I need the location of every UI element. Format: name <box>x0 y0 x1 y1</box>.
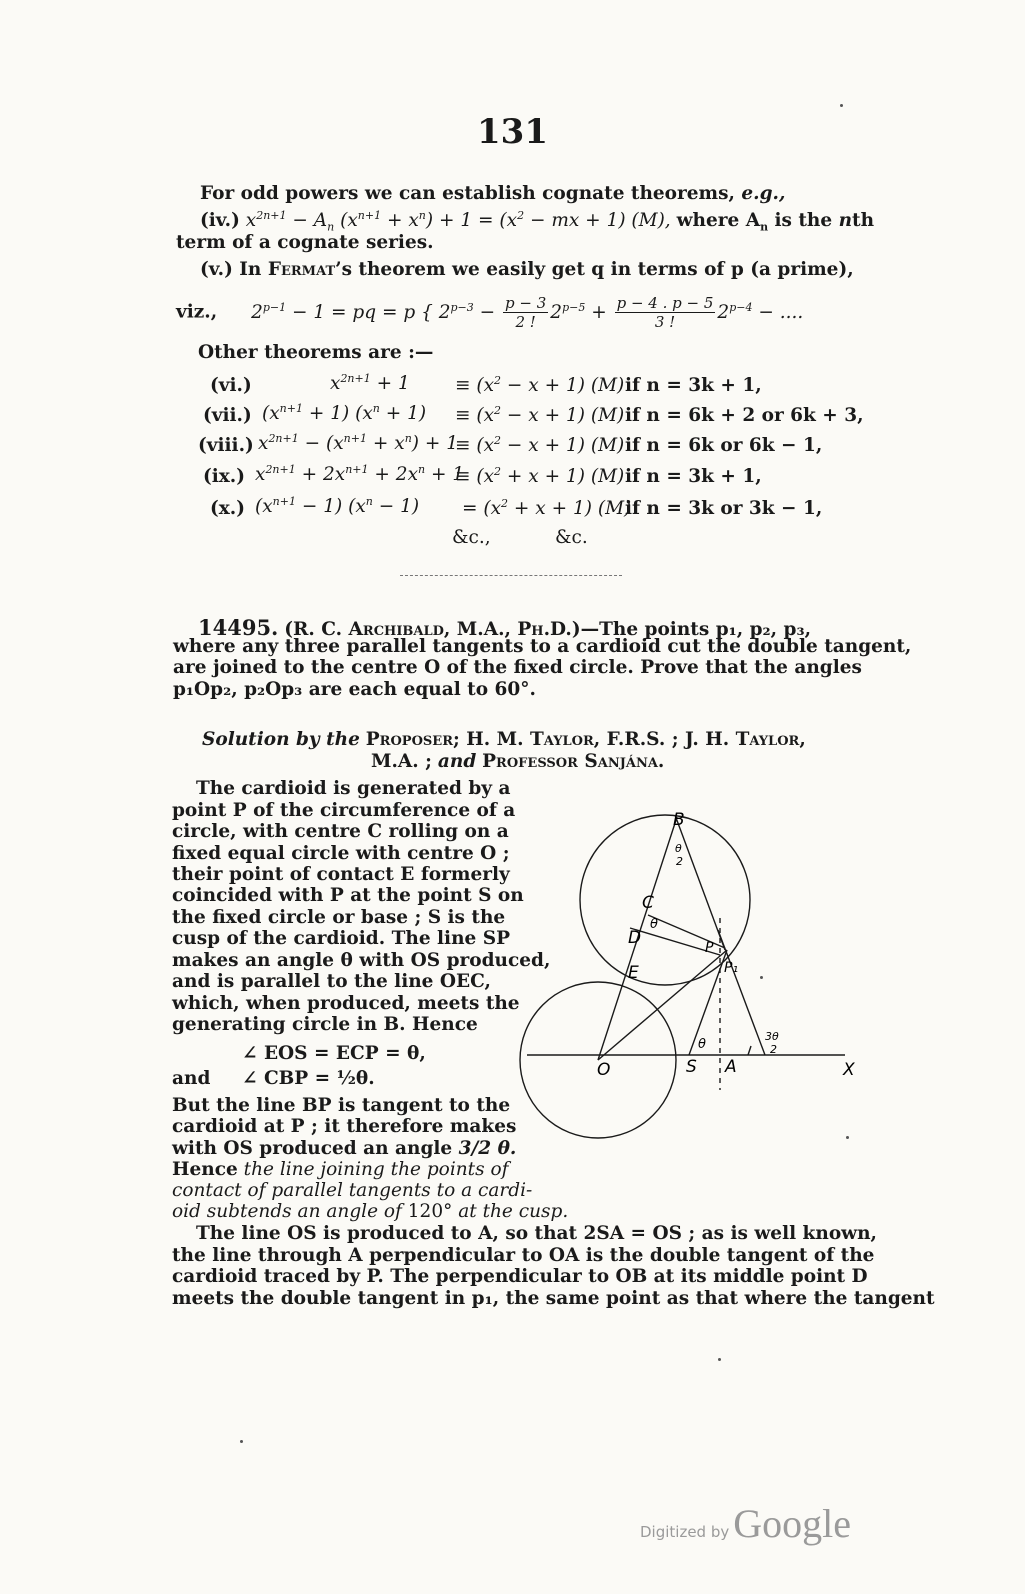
theorem-vii-cond: if n = 6k + 2 or 6k + 3, <box>625 405 864 426</box>
problem-line4: p₁Op₂, p₂Op₃ are each equal to 60°. <box>173 679 536 700</box>
label-b: B <box>673 810 685 830</box>
col2-line-3-text: with OS produced an angle <box>172 1138 453 1159</box>
theorem-viii-rhs: ≡ $(x^2 - x + 1)$ (M) <box>455 433 625 456</box>
label-a: A <box>725 1057 737 1077</box>
col-line-8: cusp of the cardioid. The line SP <box>172 928 511 949</box>
problem-line2: where any three parallel tangents to a cardioid cut the double tangent, <box>173 636 912 657</box>
page-number: 131 <box>477 112 548 152</box>
theorem-iv-line <box>200 208 875 234</box>
speck <box>840 104 843 107</box>
bottom-line-4: meets the double tangent in p₁, the same point as that where the tangent <box>172 1288 935 1309</box>
theorem-ix-lhs: $x^{2n+1} + 2x^{n+1} + 2x^n + 1$ <box>255 462 465 485</box>
theorem-v-line <box>200 259 854 280</box>
col2-line-3 <box>172 1138 516 1159</box>
label-theta-half-den: 2 <box>676 855 683 868</box>
problem-line3: are joined to the centre O of the fixed circle. Prove that the angles <box>173 657 862 678</box>
label-c: C <box>642 893 654 913</box>
col-line-10: and is parallel to the line OEC, <box>172 971 491 992</box>
col-line-5: their point of contact E formerly <box>172 864 510 885</box>
bottom-line-3: cardioid traced by P. The perpendicular to OB at its middle point D <box>172 1266 868 1287</box>
equation-cbp: ∠ CBP = ½θ. <box>242 1068 375 1089</box>
label-s: S <box>686 1057 697 1077</box>
theorem-iv-formula: $x^{2n+1} - A_n$ $(x^{n+1} + x^n) + 1 = (x^2$ − mx + 1) (M), <box>245 208 671 234</box>
speck <box>760 976 763 979</box>
col-line-4: fixed equal circle with centre O ; <box>172 843 510 864</box>
hence-italic-1: the line joining the points of <box>243 1159 509 1180</box>
watermark-small: Digitized by <box>640 1523 730 1541</box>
etc-1: &c., <box>452 527 491 548</box>
cardioid-figure <box>515 800 875 1210</box>
col-line-9: makes an angle θ with OS produced, <box>172 950 551 971</box>
intro-eg: e.g., <box>741 183 786 204</box>
col-line-12: generating circle in B. Hence <box>172 1014 478 1035</box>
label-o: O <box>597 1060 611 1080</box>
col2-line-2: cardioid at P ; it therefore makes <box>172 1116 517 1137</box>
digitized-watermark <box>640 1500 851 1547</box>
label-x: X <box>843 1060 855 1080</box>
theorem-v-rest: ’s theorem we easily get q in terms of p (a prime), <box>335 259 854 280</box>
theorem-viii-label: (viii.) <box>198 435 254 456</box>
speck <box>846 1136 849 1139</box>
hence-line-2: contact of parallel tangents to a cardi- <box>172 1180 533 1201</box>
solution-heading-sanjana: Professor Sanjána. <box>482 751 665 772</box>
etc-2: &c. <box>555 527 588 548</box>
theorem-vi-rhs: ≡ $(x^2 - x + 1)$ (M) <box>455 373 625 396</box>
label-d: D <box>628 928 642 948</box>
problem-author: (R. C. Archibald, M.A., Ph.D.) <box>284 619 581 640</box>
theorem-viii-lhs: $x^{2n+1} - (x^{n+1} + x^n) + 1$ <box>258 431 459 454</box>
problem-number: 14495. <box>198 615 279 640</box>
theorem-v-label: (v.) In <box>200 259 268 280</box>
theorem-ix-label: (ix.) <box>203 466 246 487</box>
intro-text: For odd powers we can establish cognate theorems, <box>200 183 742 204</box>
label-p: P <box>705 940 714 956</box>
solution-heading-italic: Solution by the <box>202 729 360 750</box>
label-3theta-den: 2 <box>770 1043 777 1056</box>
theorem-x-rhs: = $(x^2 + x + 1)$ (M) <box>462 496 632 519</box>
label-e: E <box>628 963 639 983</box>
label-theta-half-num: θ <box>675 842 682 855</box>
label-theta-s: θ <box>698 1037 706 1052</box>
problem-line1-rest: —The points p₁, p₂, p₃, <box>580 619 812 640</box>
col-line-7: the fixed circle or base ; S is the <box>172 907 506 928</box>
equation-eos: ∠ EOS = ECP = θ, <box>242 1043 426 1064</box>
solution-heading-line1 <box>202 729 806 750</box>
hence-prefix: Hence <box>172 1159 238 1180</box>
solution-heading-rest: Proposer; H. M. Taylor, F.R.S. ; J. H. Taylor, <box>365 729 806 750</box>
theorem-vi-lhs: $x^{2n+1} + 1$ <box>330 371 410 394</box>
theorem-ix-rhs: ≡ $(x^2 + x + 1)$ (M) <box>455 464 625 487</box>
col-line-6: coincided with P at the point S on <box>172 885 524 906</box>
tick-3theta <box>748 1046 751 1055</box>
speck <box>240 1440 243 1443</box>
bottom-line-1: The line OS is produced to A, so that 2SA = OS ; as is well known, <box>196 1223 877 1244</box>
theorem-vii-rhs: ≡ $(x^2 - x + 1)$ (M) <box>455 403 625 426</box>
theorem-iv-label: (iv.) <box>200 210 240 231</box>
theorem-ix-cond: if n = 3k + 1, <box>625 466 762 487</box>
bottom-line-2: the line through A perpendicular to OA is the double tangent of the <box>172 1245 875 1266</box>
label-p1: P₁ <box>724 960 739 976</box>
hence-italic-3a: oid subtends an angle of <box>172 1201 402 1222</box>
col-line-2: point P of the circumference of a <box>172 800 516 821</box>
col-line-11: which, when produced, meets the <box>172 993 520 1014</box>
angle-three-halves: 3/2 θ. <box>458 1138 517 1159</box>
solution-heading-ma: M.A. ; <box>371 751 432 772</box>
hence-line-3 <box>172 1201 568 1222</box>
col2-line-1: But the line BP is tangent to the <box>172 1095 511 1116</box>
theorem-x-cond: if n = 3k or 3k − 1, <box>625 498 823 519</box>
col-line-3: circle, with centre C rolling on a <box>172 821 509 842</box>
hence-value: 120° <box>407 1201 453 1222</box>
section-divider <box>400 575 622 576</box>
theorem-iv-line2: term of a cognate series. <box>176 232 434 253</box>
solution-heading-and: and <box>437 751 477 772</box>
watermark-big: Google <box>733 1501 852 1546</box>
theorem-v-formula-line <box>176 294 803 331</box>
other-theorems: Other theorems are :— <box>198 342 434 363</box>
theorem-vi-label: (vi.) <box>210 375 252 396</box>
hence-line-1 <box>172 1159 508 1180</box>
theorem-vii-lhs: $(x^{n+1} + 1) (x^n + 1)$ <box>262 401 427 424</box>
col-line-1: The cardioid is generated by a <box>196 778 511 799</box>
speck <box>718 1358 721 1361</box>
hence-italic-3b: at the cusp. <box>458 1201 569 1222</box>
theorem-vi-cond: if n = 3k + 1, <box>625 375 762 396</box>
theorem-vii-label: (vii.) <box>203 405 252 426</box>
viz-label: viz., <box>176 301 218 323</box>
theorem-viii-cond: if n = 6k or 6k − 1, <box>625 435 823 456</box>
theorem-iv-where: where $A_n$ is the nth <box>676 210 875 234</box>
theorem-x-lhs: $(x^{n+1} - 1) (x^n - 1)$ <box>255 494 420 517</box>
theorem-x-label: (x.) <box>210 498 245 519</box>
label-theta-c: θ <box>650 917 658 932</box>
tangent-line <box>718 930 765 1055</box>
equation-and: and <box>172 1068 211 1089</box>
theorem-v-name: Fermat <box>267 259 336 280</box>
fermat-formula: $2^{p-1} - 1$ = pq = p { $2^{p-3}$ − $\frac{p - 3}{2 !}$ $2^{p-5}$ + $\frac{p - 4 . p - 5}{3 !}$ $2^{p-4}$ − .... <box>251 294 804 331</box>
label-3theta-num: 3θ <box>765 1030 779 1043</box>
intro-line <box>200 183 785 204</box>
solution-heading-line2 <box>371 751 664 772</box>
